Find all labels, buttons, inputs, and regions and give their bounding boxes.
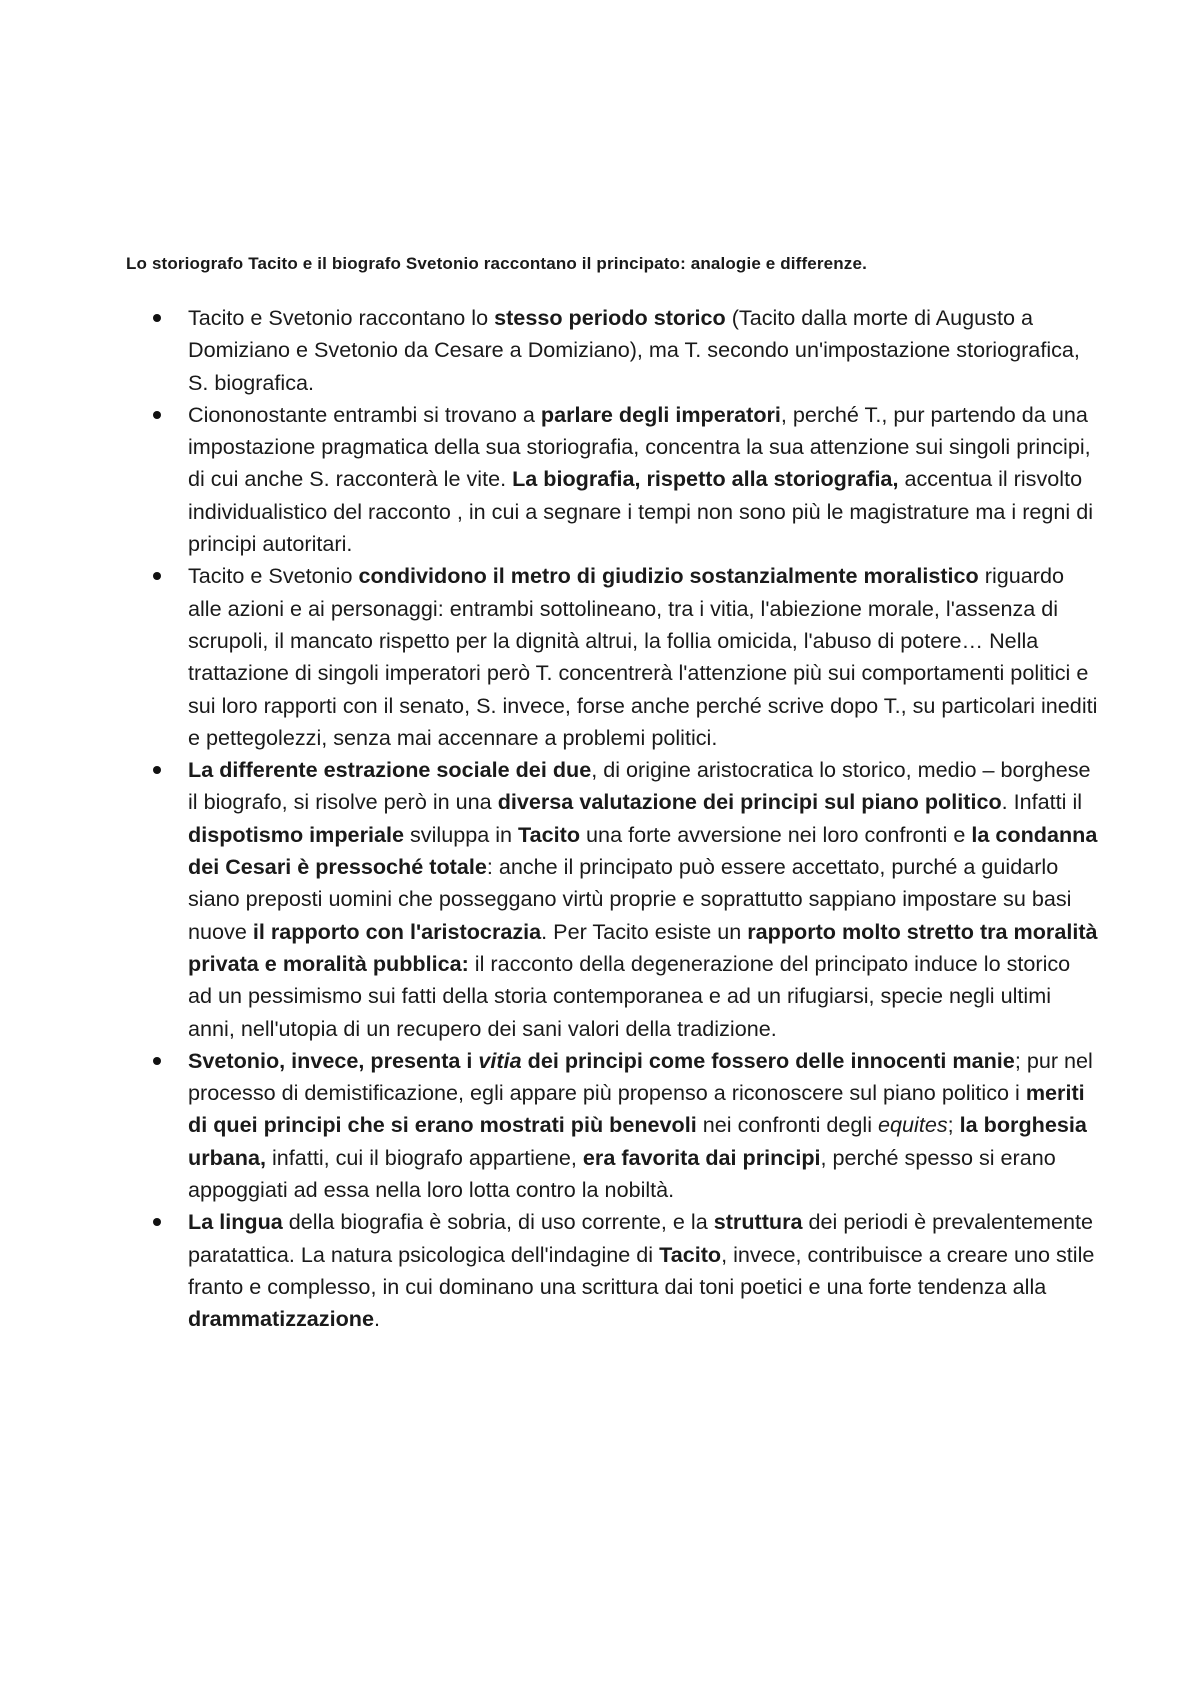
bold-text-segment: Tacito: [518, 821, 581, 847]
text-segment: .: [374, 1306, 380, 1332]
text-segment: , invece, contribuisce a creare uno stile franto e complesso, in cui dominano una scrittura dai toni poetici e una forte tendenza alla: [188, 1241, 1095, 1299]
list-item: [0, 1045, 1098, 1206]
bullet-dot-icon: [153, 766, 161, 774]
text-segment: riguardo alle azioni e ai personaggi: entrambi sottolineano, tra i vitia, l'abiezione morale, l'assenza di scrupoli, il mancato rispetto per la dignità altrui, la follia omicida, l'abuso di potere… Nella trattazione di singoli imperatori però T. concentrerà l'attenzione più sui comportamenti politici e sui loro rapporti con il senato, S. invece, forse anche perché scrive dopo T., su particolari inediti e pettegolezzi, senza mai accennare a problemi politici.: [188, 563, 1098, 750]
bullet-dot-icon: [153, 572, 161, 580]
bold-text-segment: La lingua: [188, 1209, 283, 1235]
text-segment: accentua il risvolto individualistico del racconto , in cui a segnare i tempi non sono più le magistrature ma i regni di principi autoritari.: [188, 466, 1094, 557]
text-segment: nei confronti degli: [696, 1112, 879, 1138]
text-segment: Tacito e Svetonio: [188, 563, 359, 589]
text-segment: Ciononostante entrambi si trovano a: [188, 401, 541, 427]
list-item: [0, 302, 1098, 399]
text-segment: . Per Tacito esiste un: [541, 918, 748, 944]
bold-text-segment: diversa valutazione dei principi sul piano politico: [497, 789, 1002, 815]
italic-text-segment: equites: [878, 1112, 948, 1138]
bold-text-segment: Svetonio, invece, presenta i: [188, 1047, 479, 1073]
bullet-list: [0, 302, 1200, 1336]
bullet-text: [188, 402, 1093, 556]
text-segment: (Tacito dalla morte di Augusto a Domiziano e Svetonio da Cesare a Domiziano), ma T. secondo un'impostazione storiografica, S. biografica.: [188, 305, 1080, 395]
bullet-text: [188, 1209, 1094, 1331]
bold-text-segment: dispotismo imperiale: [188, 821, 404, 847]
list-item: [0, 1206, 1098, 1335]
bold-text-segment: il rapporto con l'aristocrazia: [252, 918, 542, 944]
bold-text-segment: meriti di quei principi che si erano mostrati più benevoli: [188, 1080, 1085, 1138]
bold-text-segment: dei principi come fossero delle innocenti manie: [521, 1047, 1015, 1073]
bold-text-segment: era favorita dai principi: [582, 1144, 821, 1170]
bullet-text: [188, 563, 1097, 749]
bullet-text: [188, 1048, 1093, 1202]
bold-text-segment: la condanna dei Cesari è pressoché totale: [188, 821, 1098, 880]
text-segment-inner: vitia: [478, 1047, 522, 1073]
bold-text-segment: condividono il metro di giudizio sostanzialmente moralistico: [358, 563, 979, 589]
text-segment: ; pur nel processo di demistificazione, egli appare più propenso a riconoscere sul piano politico i: [188, 1047, 1093, 1106]
text-segment: , perché T., pur partendo da una impostazione pragmatica della sua storiografia, concentra la sua attenzione sui singoli principi, di cui anche S. racconterà le vite.: [188, 401, 1091, 492]
text-segment: , perché spesso si erano appoggiati ad essa nella loro lotta contro la nobiltà.: [188, 1144, 1056, 1203]
bold-text-segment: Tacito: [659, 1241, 722, 1267]
bold-text-segment: rapporto molto stretto tra moralità privata e moralità pubblica:: [188, 918, 1098, 976]
text-segment: Tacito e Svetonio raccontano lo: [188, 305, 495, 330]
bullet-text: [188, 305, 1080, 395]
bullet-dot-icon: [153, 411, 161, 419]
bold-text-segment: [478, 1048, 521, 1073]
bold-text-segment: drammatizzazione: [188, 1306, 374, 1332]
list-item: [0, 399, 1098, 560]
bold-text-segment: struttura: [713, 1209, 803, 1235]
bold-text-segment: La biografia, rispetto alla storiografia,: [512, 466, 899, 492]
list-item: [0, 560, 1098, 754]
bold-text-segment: La differente estrazione sociale dei due: [188, 757, 592, 783]
text-segment: dei periodi è prevalentemente paratattica. La natura psicologica dell'indagine di: [188, 1209, 1094, 1267]
text-segment: una forte avversione nei loro confronti e: [580, 821, 972, 847]
text-segment: , di origine aristocratica lo storico, medio – borghese il biografo, si risolve però in una: [188, 757, 1091, 815]
bullet-dot-icon: [153, 314, 161, 322]
text-segment: della biografia è sobria, di uso corrente, e la: [282, 1209, 714, 1235]
bullet-text: [188, 757, 1098, 1040]
text-segment: il racconto della degenerazione del principato induce lo storico ad un pessimismo sui fatti della storia contemporanea e ad un rifugiarsi, specie negli ultimi anni, nell'utopia di un recupero dei sani valori della tradizione.: [188, 950, 1071, 1041]
document-title: Lo storiografo Tacito e il biografo Svetonio raccontano il principato: analogie e differenze.: [126, 254, 867, 273]
bold-text-segment: parlare degli imperatori: [540, 401, 781, 427]
text-segment: : anche il principato può essere accettato, purché a guidarlo siano preposti uomini che posseggano virtù proprie e soprattutto sappiano impostare su basi nuove: [188, 854, 1072, 944]
text-segment: . Infatti il: [1001, 789, 1083, 815]
text-segment: ;: [947, 1112, 960, 1138]
list-item: [0, 754, 1098, 1045]
text-segment: sviluppa in: [404, 821, 519, 847]
bullet-dot-icon: [153, 1218, 161, 1226]
bullet-dot-icon: [153, 1057, 161, 1065]
text-segment: infatti, cui il biografo appartiene,: [266, 1144, 583, 1170]
bold-text-segment: stesso periodo storico: [494, 305, 726, 330]
bold-text-segment: la borghesia urbana,: [188, 1112, 1087, 1170]
